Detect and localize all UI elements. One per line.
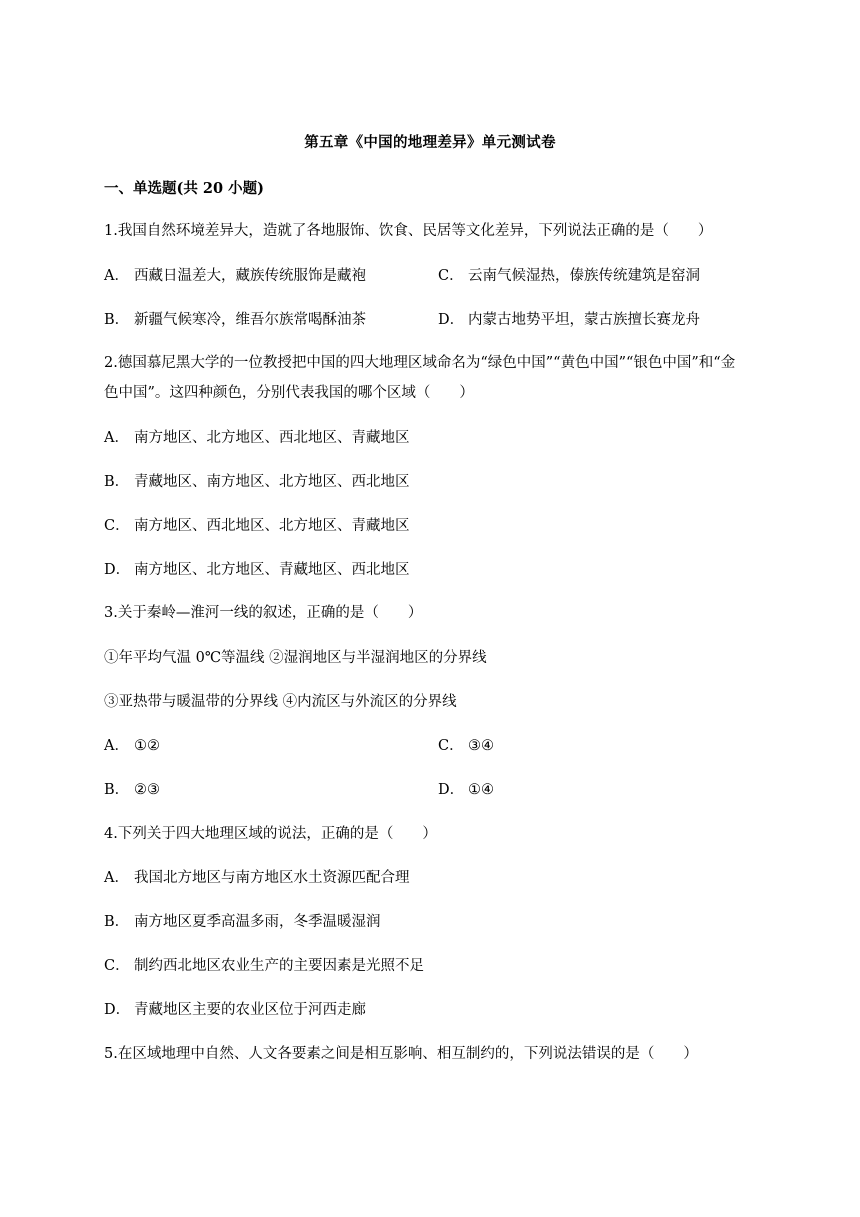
option-text: ①② xyxy=(134,738,160,754)
question-1-option-a[interactable] xyxy=(104,264,366,285)
option-text: 南方地区、北方地区、西北地区、青藏地区 xyxy=(134,430,410,446)
question-2-stem-line-2: 色中国”。这四种颜色，分别代表我国的哪个区域（ ） xyxy=(104,385,474,401)
section-heading: 一、单选题(共 20 小题) xyxy=(104,180,264,197)
question-2-option-c[interactable] xyxy=(104,514,410,535)
question-1-option-d[interactable] xyxy=(438,308,700,329)
option-letter: A． xyxy=(104,870,129,886)
option-letter: B． xyxy=(104,782,130,798)
question-3-stem: 3.关于秦岭—淮河一线的叙述，正确的是（ ） xyxy=(104,605,423,621)
option-letter: D． xyxy=(104,562,131,578)
option-letter: B． xyxy=(104,474,130,490)
option-letter: D． xyxy=(104,1002,131,1018)
option-letter: D． xyxy=(438,312,465,328)
option-letter: C． xyxy=(438,738,464,754)
option-text: 内蒙古地势平坦，蒙古族擅长赛龙舟 xyxy=(468,312,700,328)
option-text: ②③ xyxy=(134,782,160,798)
option-text: 青藏地区主要的农业区位于河西走廊 xyxy=(134,1002,366,1018)
question-1-option-c[interactable] xyxy=(438,264,700,285)
document-title: 第五章《中国的地理差异》单元测试卷 xyxy=(304,134,556,151)
question-2-option-a[interactable] xyxy=(104,426,410,447)
question-1-stem: 1.我国自然环境差异大，造就了各地服饰、饮食、民居等文化差异，下列说法正确的是（ ） xyxy=(104,223,713,239)
question-2-option-b[interactable] xyxy=(104,470,410,491)
question-2-stem-line-1: 2.德国慕尼黑大学的一位教授把中国的四大地理区域命名为“绿色中国”“黄色中国”“银色中国”和“金 xyxy=(104,355,736,371)
question-4-option-a[interactable] xyxy=(104,866,410,887)
question-3-option-d[interactable] xyxy=(438,778,494,799)
question-4-stem: 4.下列关于四大地理区域的说法，正确的是（ ） xyxy=(104,826,437,842)
option-text: 我国北方地区与南方地区水土资源匹配合理 xyxy=(134,870,410,886)
option-text: 云南气候湿热，傣族传统建筑是窑洞 xyxy=(468,268,700,284)
option-letter: C． xyxy=(104,518,130,534)
question-2-option-d[interactable] xyxy=(104,558,410,579)
option-letter: B． xyxy=(104,312,130,328)
question-5-stem: 5.在区域地理中自然、人文各要素之间是相互影响、相互制约的，下列说法错误的是（ ） xyxy=(104,1046,698,1062)
option-letter: D． xyxy=(438,782,465,798)
option-letter: A． xyxy=(104,268,129,284)
option-text: 南方地区、北方地区、青藏地区、西北地区 xyxy=(134,562,410,578)
option-text: 南方地区夏季高温多雨，冬季温暖湿润 xyxy=(134,914,381,930)
option-text: 西藏日温差大，藏族传统服饰是藏袍 xyxy=(134,268,366,284)
option-letter: B． xyxy=(104,914,130,930)
option-text: 青藏地区、南方地区、北方地区、西北地区 xyxy=(134,474,410,490)
question-3-statement-1: ①年平均气温 0℃等温线 ②湿润地区与半湿润地区的分界线 xyxy=(104,650,487,666)
option-letter: C． xyxy=(104,958,130,974)
question-3-option-b[interactable] xyxy=(104,778,160,799)
question-1-option-b[interactable] xyxy=(104,308,366,329)
question-4-option-b[interactable] xyxy=(104,910,381,931)
option-text: 南方地区、西北地区、北方地区、青藏地区 xyxy=(134,518,410,534)
option-text: 制约西北地区农业生产的主要因素是光照不足 xyxy=(134,958,424,974)
question-3-statement-2: ③亚热带与暖温带的分界线 ④内流区与外流区的分界线 xyxy=(104,694,457,710)
question-4-option-c[interactable] xyxy=(104,954,424,975)
option-text: 新疆气候寒冷，维吾尔族常喝酥油茶 xyxy=(134,312,366,328)
option-letter: A． xyxy=(104,738,129,754)
question-4-option-d[interactable] xyxy=(104,998,366,1019)
option-letter: A． xyxy=(104,430,129,446)
option-text: ③④ xyxy=(468,738,494,754)
option-text: ①④ xyxy=(468,782,494,798)
option-letter: C． xyxy=(438,268,464,284)
question-3-option-a[interactable] xyxy=(104,734,160,755)
question-3-option-c[interactable] xyxy=(438,734,494,755)
